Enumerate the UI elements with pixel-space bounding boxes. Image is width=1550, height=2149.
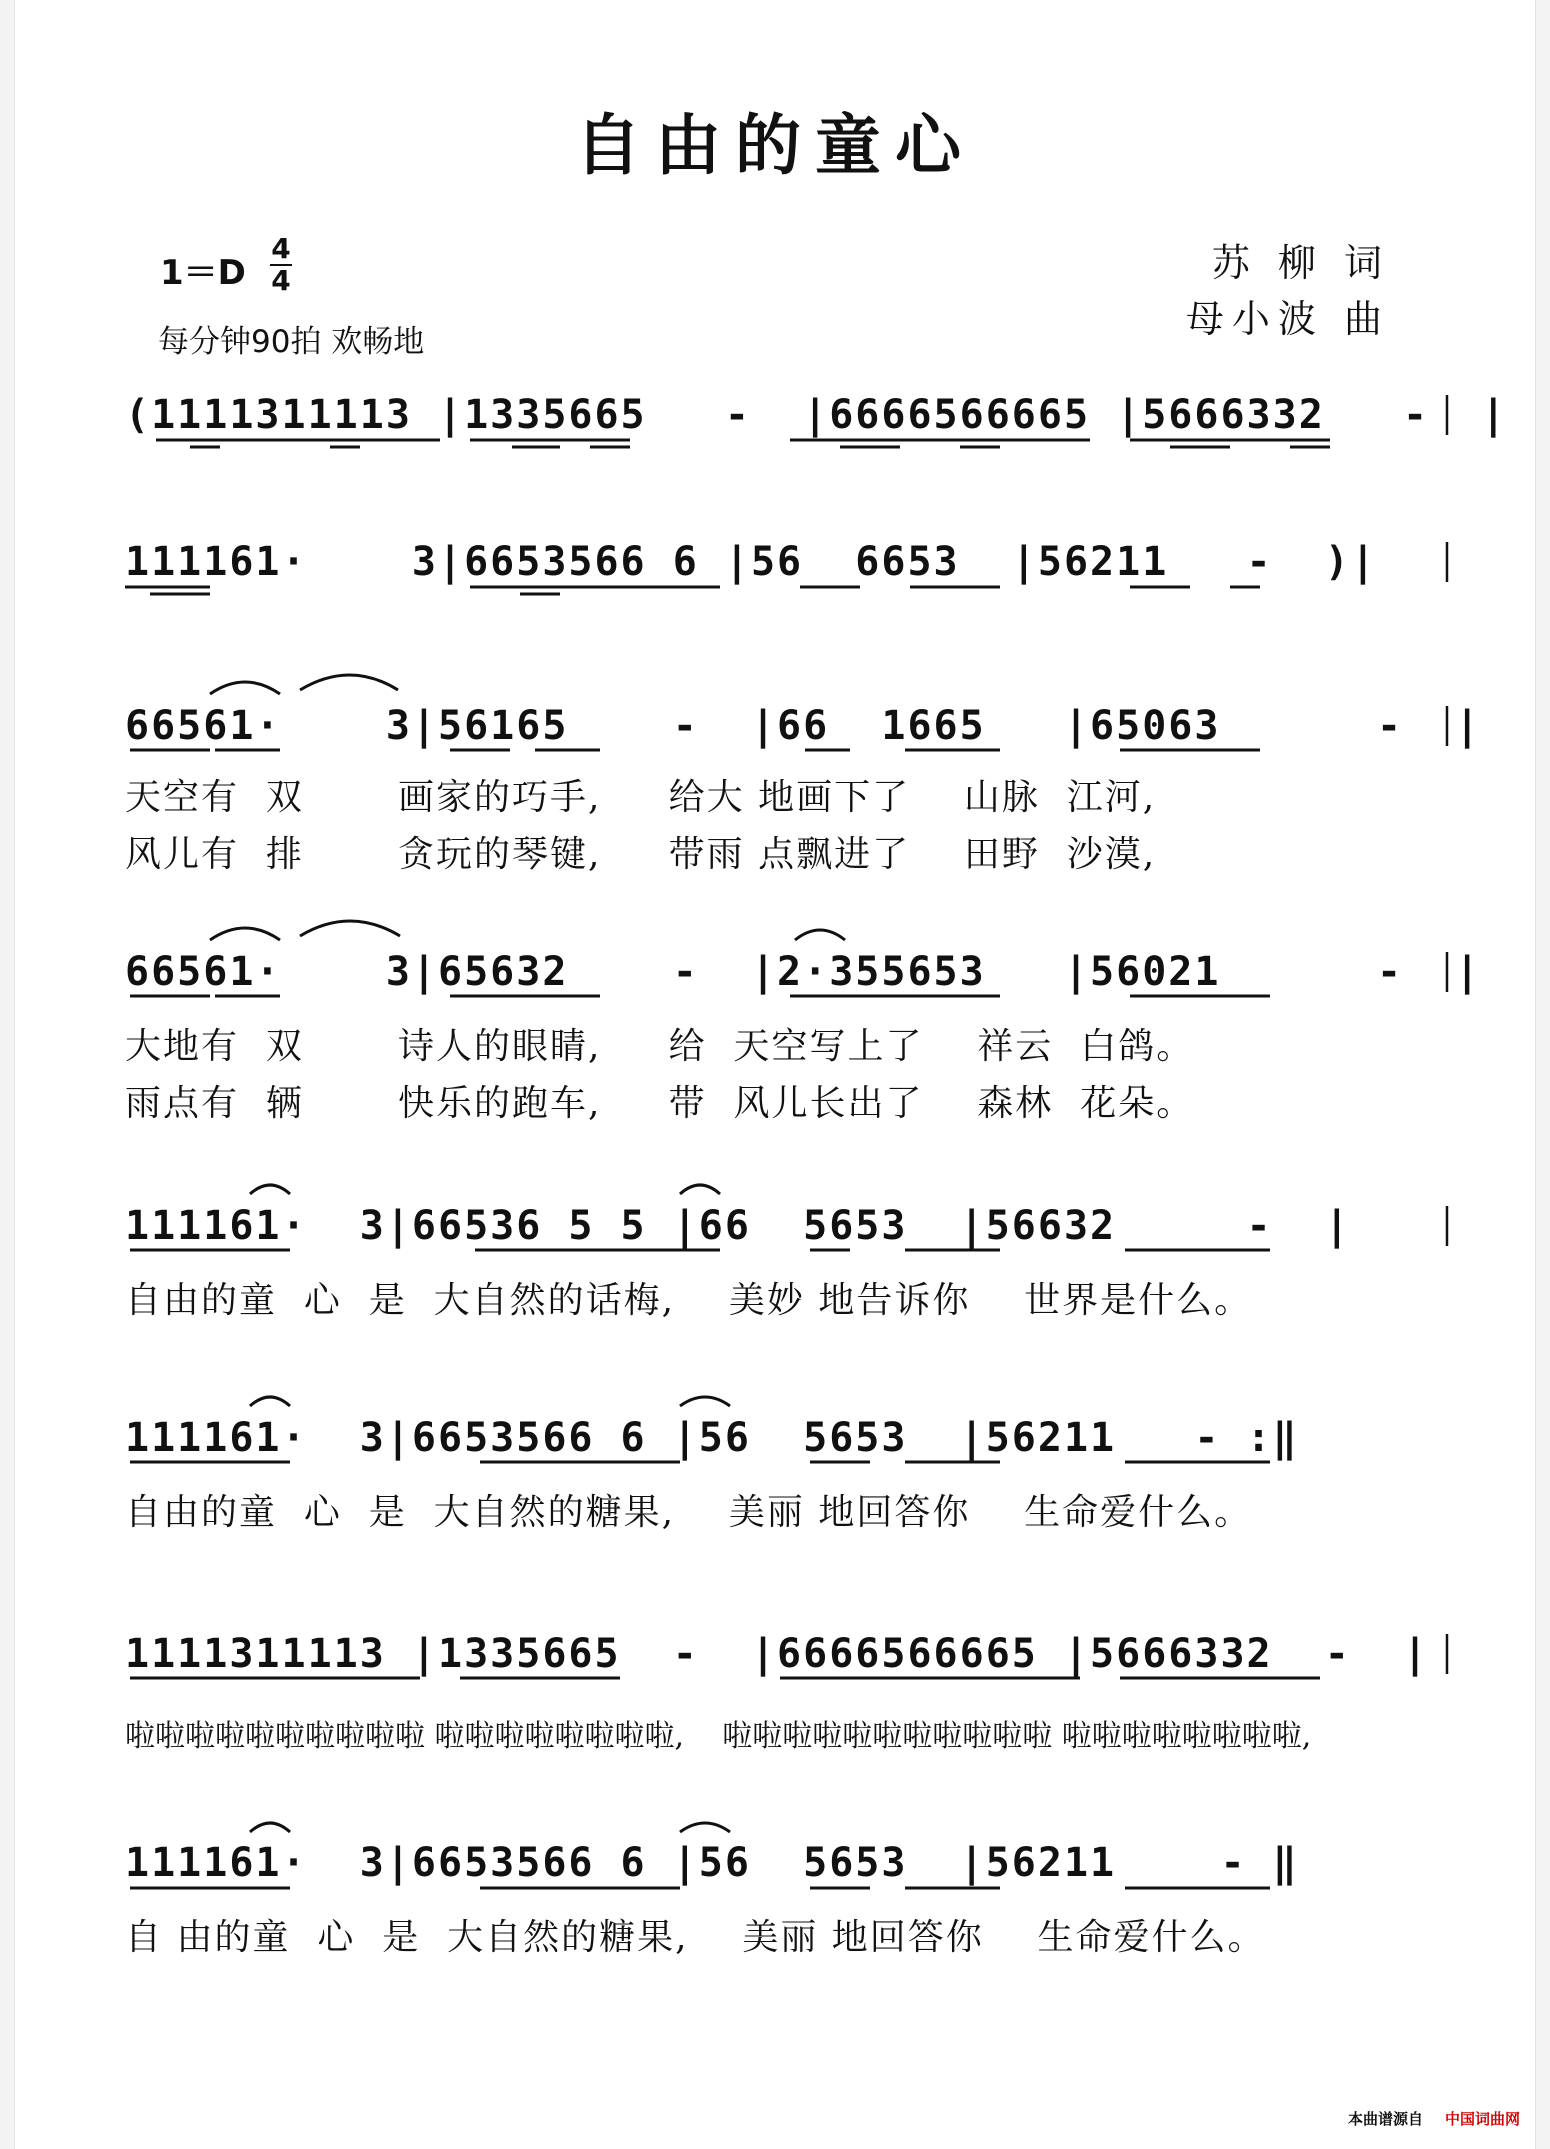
song-title: 自由的童心 bbox=[575, 106, 975, 184]
source-footer bbox=[1348, 2108, 1520, 2129]
key-signature: 1＝D bbox=[160, 253, 246, 293]
lyric-line-4b: 雨点有 辆 快乐的跑车, 带 风儿长出了 森林 花朵。 bbox=[125, 1083, 1195, 1124]
lyric-line-3a: 天空有 双 画家的巧手, 给大 地画下了 山脉 江河, bbox=[125, 777, 1157, 818]
left-margin-strip bbox=[0, 0, 15, 2149]
notation-line-2: 111161· 3|6653566 6 |56 6653 |56211 - )| bbox=[125, 539, 1377, 585]
site-name: 中国词曲网 bbox=[1444, 2110, 1520, 2128]
notation-line-6: 111161· 3|6653566 6 |56 5653 |56211 - :‖ bbox=[125, 1415, 1299, 1461]
lyricist-credit: 苏 柳 词 bbox=[1211, 241, 1390, 285]
composer-credit: 母小波 曲 bbox=[1185, 297, 1390, 341]
time-signature-bottom: 4 bbox=[271, 264, 291, 297]
notation-line-8: 111161· 3|6653566 6 |56 5653 |56211 - ‖ bbox=[125, 1840, 1299, 1886]
time-signature bbox=[270, 234, 292, 296]
notation-line-1: (1111311113 |1335665 - |6666566665 |5666332 - | bbox=[125, 392, 1508, 438]
lyric-line-3b: 风儿有 排 贪玩的琴键, 带雨 点飘进了 田野 沙漠, bbox=[125, 834, 1157, 875]
lyric-line-4a: 大地有 双 诗人的眼睛, 给 天空写上了 祥云 白鸽。 bbox=[125, 1026, 1195, 1067]
right-margin-strip bbox=[1535, 0, 1550, 2149]
lyric-line-6: 自由的童 心 是 大自然的糖果, 美丽 地回答你 生命爱什么。 bbox=[125, 1492, 1253, 1533]
lyric-line-5: 自由的童 心 是 大自然的话梅, 美妙 地告诉你 世界是什么。 bbox=[125, 1280, 1253, 1321]
notation-line-7: 1111311113 |1335665 - |6666566665 |5666332 - | bbox=[125, 1631, 1430, 1677]
notation-line-4: 66561· 3|65632 - |2·355653 |56021 - | bbox=[125, 949, 1482, 995]
time-signature-top: 4 bbox=[271, 232, 291, 265]
tempo-marking: 每分钟90拍 欢畅地 bbox=[158, 324, 425, 360]
lyric-line-7: 啦啦啦啦啦啦啦啦啦啦 啦啦啦啦啦啦啦啦, 啦啦啦啦啦啦啦啦啦啦啦 啦啦啦啦啦啦啦啦, bbox=[125, 1719, 1312, 1754]
notation-line-5: 111161· 3|66536 5 5 |66 5653 |56632 - | bbox=[125, 1203, 1351, 1249]
notation-line-3: 66561· 3|56165 - |66 1665 |65063 - | bbox=[125, 703, 1482, 749]
lyric-line-8: 自 由的童 心 是 大自然的糖果, 美丽 地回答你 生命爱什么。 bbox=[125, 1917, 1266, 1958]
source-label: 本曲谱源自 bbox=[1347, 2110, 1423, 2128]
